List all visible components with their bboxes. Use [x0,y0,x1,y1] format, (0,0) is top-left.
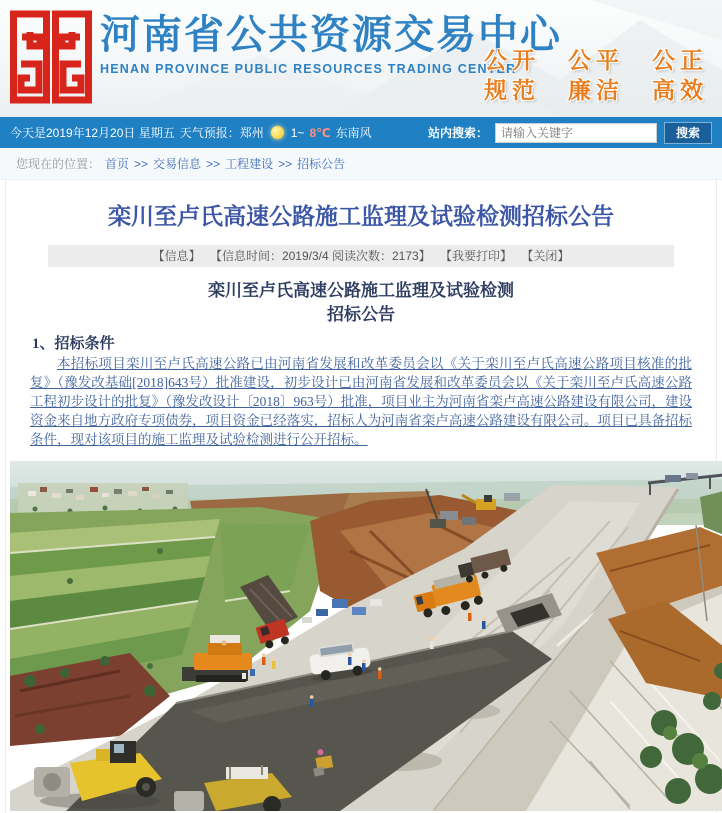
breadcrumb-bid-notice[interactable]: 招标公告 [297,157,346,171]
breadcrumb-engineering[interactable]: 工程建设 [225,157,274,171]
document-title-line-1: 栾川至卢氏高速公路施工监理及试验检测 [208,281,514,300]
article-image-wrap [6,457,716,813]
date-text: 今天是2019年12月20日 星期五 [10,126,175,140]
slogan-line-2: 规范 廉洁 高效 [484,78,708,103]
meta-info-label: 【信息】 [152,249,201,263]
page-title: 栾川至卢氏高速公路施工监理及试验检测招标公告 [108,203,614,229]
info-bar [0,117,722,148]
temperature-low: 1~ [290,125,305,140]
breadcrumb [0,148,722,180]
sunny-weather-icon [271,126,284,139]
document-title-line-2: 招标公告 [327,305,395,324]
wind-text: 东南风 [335,126,372,140]
slogan-line-1: 公开 公平 公正 [484,48,708,73]
site-slogan [484,46,708,106]
breadcrumb-prefix: 您现在的位置： [16,157,101,171]
henan-trading-center-logo [8,6,94,108]
site-header [0,0,722,117]
construction-photo [10,461,722,811]
article-meta-bar [48,245,674,267]
document-title [6,279,716,327]
bid-conditions-paragraph: 本招标项目栾川至卢氏高速公路已由河南省发展和改革委员会以《关于栾川至卢氏高速公路项目核准的批复》（豫发改基础[2018]643号）批准建设，初步设计已由河南省发展和改革委员会以《关于栾川至卢氏高速公路工程初步设计的批复》（豫发改设计〔2018〕963号）批准，项目业主为河南省栾卢高速公路建设有限公司，建设资金来自地方政府专项债券，项目资金已经落实，招标人为河南省栾卢高速公路建设有限公司。项目已具备招标条件，现对该项目的施工监理及试验检测进行公开招标。 [30,356,692,447]
breadcrumb-separator: >> [134,156,149,171]
search-input[interactable] [495,123,657,143]
meta-time-views: 【信息时间：2019/3/4 阅读次数：2173】 [209,249,431,263]
site-subtitle: HENAN PROVINCE PUBLIC RESOURCES TRADING CENTER [100,62,517,76]
breadcrumb-home[interactable]: 首页 [105,157,130,171]
article-panel [5,180,717,813]
print-button[interactable]: 【我要打印】 [440,249,513,263]
close-button[interactable]: 【关闭】 [521,249,570,263]
site-search [428,122,712,144]
search-label: 站内搜索： [427,126,488,140]
breadcrumb-separator: >> [206,156,221,171]
date-weather [10,124,372,141]
temperature-high: 8℃ [309,125,331,140]
section-heading-bid-conditions: 1、招标条件 [32,336,115,352]
breadcrumb-trade-info[interactable]: 交易信息 [153,157,202,171]
site-title: 河南省公共资源交易中心 [100,13,562,57]
weather-label: 天气预报：郑州 [179,126,264,140]
breadcrumb-separator: >> [278,156,293,171]
search-button[interactable]: 搜索 [664,122,712,144]
